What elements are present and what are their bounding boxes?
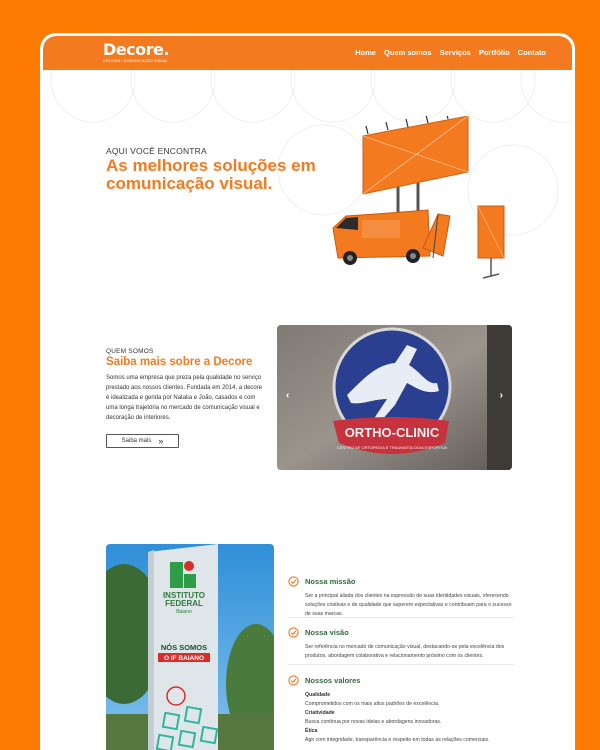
sign-if-line5: O IF BAIANO xyxy=(163,655,205,662)
value-item-desc: Comprometidos com os mais altos padrões de excelência. xyxy=(305,701,440,707)
logo-tagline: DESIGNS • COMUNICAÇÃO VISUAL xyxy=(103,59,168,63)
nav-home[interactable]: Home xyxy=(355,48,377,57)
saiba-mais-button[interactable] xyxy=(106,434,179,448)
value-item-name: Criatividade xyxy=(305,710,335,716)
saiba-mais-label: Saiba mais xyxy=(121,438,152,444)
banner-stand-illustration xyxy=(478,206,504,278)
hero-title: As melhores soluções em comunicação visual. xyxy=(106,156,316,193)
about-label: QUEM SOMOS xyxy=(106,348,154,355)
about-title: Saiba mais sobre a Decore xyxy=(106,356,253,368)
page-frame xyxy=(40,33,575,750)
double-chevron-right-icon: » xyxy=(158,436,164,446)
mission-block xyxy=(288,576,514,619)
check-circle-icon xyxy=(288,576,299,587)
hero-kicker: AQUI VOCÊ ENCONTRA xyxy=(106,146,207,156)
van-illustration xyxy=(333,210,430,265)
vision-block xyxy=(288,627,514,661)
carousel-next-button[interactable]: › xyxy=(499,390,503,401)
check-circle-icon xyxy=(288,675,299,686)
site-header xyxy=(43,36,572,70)
sign-ortho-sub: CENTRO DE ORTOPEDIA E TRAUMATOLOGIA ESPORTIVA xyxy=(336,445,448,450)
carousel-prev-button[interactable]: ‹ xyxy=(286,390,290,401)
values-title: Nossos valores xyxy=(305,676,361,685)
divider xyxy=(288,664,514,665)
hero-section xyxy=(43,70,572,260)
about-image-carousel[interactable] xyxy=(277,325,512,470)
nav-portfolio[interactable]: Portfólio xyxy=(478,48,510,57)
value-item-desc: Agir com integridade, transparência e respeito em todas as relações comerciais. xyxy=(305,737,490,743)
vision-text: Ser referência no mercado de comunicação visual, destacando-se pela excelência dos produtos, abordagem colaborativa e relacionamento próximo com os clientes. xyxy=(305,644,505,659)
nav-servicos[interactable]: Serviços xyxy=(439,48,471,57)
logo-text: Decore. xyxy=(103,40,169,59)
sign-ortho-name: ORTHO-CLINIC xyxy=(344,425,440,440)
vision-title: Nossa visão xyxy=(305,628,349,637)
mission-text: Ser a principal aliada dos clientes na expressão de suas identidades visuais, oferecendo soluções criativas e de qualidade que superem expectativas e contribuam para o sucesso de suas marcas. xyxy=(305,593,512,617)
ortho-clinic-sign-photo xyxy=(277,325,512,470)
mission-title: Nossa missão xyxy=(305,577,356,586)
sign-if-line1: INSTITUTO xyxy=(162,591,206,600)
about-text: Somos uma empresa que preza pela qualidade no serviço prestado aos nossos clientes. Fundada em 2014, a decore é idealizada e gerida por Natalia e João, casados e com uma longa trajetória no mercado de comunicação visual e decoração de interiores. xyxy=(106,375,263,421)
logo[interactable] xyxy=(103,42,169,63)
nav-quem-somos[interactable]: Quem somos xyxy=(384,48,432,57)
sign-if-line3: Baiano xyxy=(176,609,192,615)
nav-contato[interactable]: Contato xyxy=(517,48,546,57)
check-circle-icon xyxy=(288,627,299,638)
sign-if-line4: NÓS SOMOS xyxy=(160,643,208,652)
main-nav xyxy=(355,48,546,57)
values-list xyxy=(305,691,514,745)
sign-if-line2: FEDERAL xyxy=(165,599,203,608)
value-item-name: Qualidade xyxy=(305,692,331,698)
divider xyxy=(288,617,514,618)
hero-illustration xyxy=(328,116,528,291)
if-baiano-sign-photo xyxy=(106,544,274,750)
value-item-desc: Busca contínua por novas ideias e abordagens inovadoras. xyxy=(305,719,442,725)
values-block xyxy=(288,675,514,745)
value-item-name: Ética xyxy=(305,728,318,734)
